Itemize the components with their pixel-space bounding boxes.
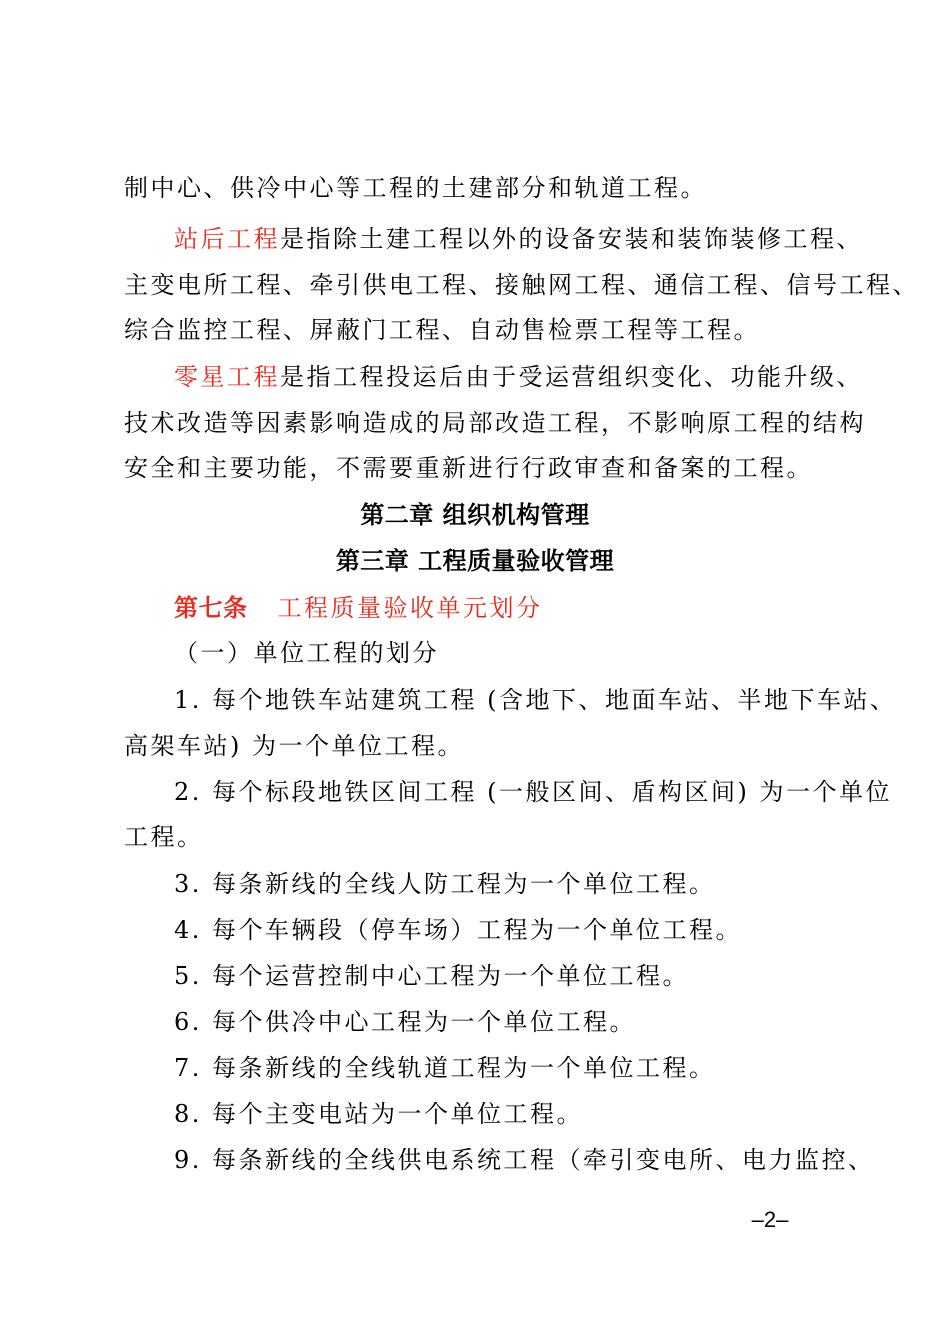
page-number: –2– xyxy=(751,1207,789,1232)
list-item: 8. 每个主变电站为一个单位工程。 xyxy=(174,1100,584,1128)
list-item: 7. 每条新线的全线轨道工程为一个单位工程。 xyxy=(174,1054,716,1082)
defined-term: 零星工程 xyxy=(174,363,280,391)
list-item: 6. 每个供冷中心工程为一个单位工程。 xyxy=(174,1008,637,1036)
defined-term: 站后工程 xyxy=(174,225,280,253)
definition-station-after xyxy=(174,224,863,254)
article-number: 第七条 xyxy=(174,594,248,622)
chapter-heading: 第三章 工程质量验收管理 xyxy=(335,547,615,575)
paragraph-line: 主变电所工程、牵引供电工程、接触网工程、通信工程、信号工程、 xyxy=(124,271,919,299)
paragraph-line: 技术改造等因素影响造成的局部改造工程，不影响原工程的结构 xyxy=(124,409,866,437)
list-item-continuation: 工程。 xyxy=(124,823,204,851)
list-item: 4. 每个车辆段（停车场）工程为一个单位工程。 xyxy=(174,916,743,944)
article-title: 工程质量验收单元划分 xyxy=(277,594,543,622)
list-item: 1. 每个地铁车站建筑工程 (含地下、地面车站、半地下车站、 xyxy=(174,686,897,714)
paragraph-line: 安全和主要功能，不需要重新进行行政审查和备案的工程。 xyxy=(124,454,813,482)
section-heading: （一）单位工程的划分 xyxy=(174,639,439,667)
list-item: 5. 每个运营控制中心工程为一个单位工程。 xyxy=(174,962,690,990)
list-item: 2. 每个标段地铁区间工程 (一般区间、盾构区间) 为一个单位 xyxy=(174,778,893,806)
list-item-continuation: 高架车站) 为一个单位工程。 xyxy=(124,732,464,760)
chapter-heading: 第二章 组织机构管理 xyxy=(360,501,590,529)
definition-text: 是指工程投运后由于受运营组织变化、功能升级、 xyxy=(280,363,863,391)
list-item: 3. 每条新线的全线人防工程为一个单位工程。 xyxy=(174,870,716,898)
definition-sporadic xyxy=(174,362,863,392)
paragraph-line: 制中心、供冷中心等工程的土建部分和轨道工程。 xyxy=(124,174,707,202)
paragraph-line: 综合监控工程、屏蔽门工程、自动售检票工程等工程。 xyxy=(124,316,760,344)
article-heading xyxy=(174,593,844,623)
list-item: 9. 每条新线的全线供电系统工程（牵引变电所、电力监控、 xyxy=(174,1146,875,1174)
definition-text: 是指除土建工程以外的设备安装和装饰装修工程、 xyxy=(280,225,863,253)
